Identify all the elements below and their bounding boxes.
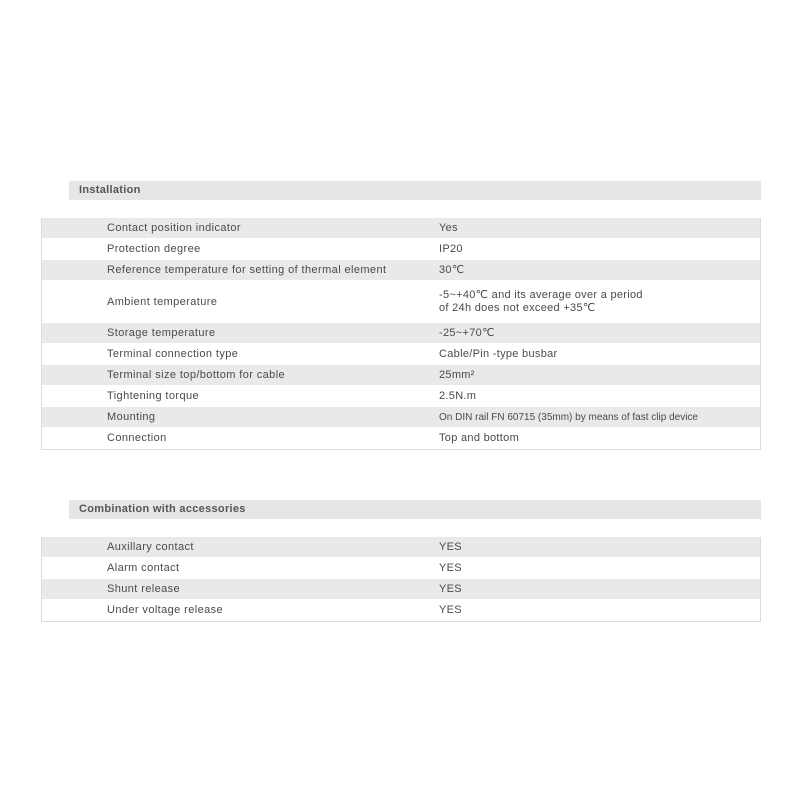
accessories-section-title: Combination with accessories: [69, 500, 761, 519]
spec-label: Alarm contact: [107, 562, 180, 574]
spec-label: Auxillary contact: [107, 541, 194, 553]
spec-label: Under voltage release: [107, 604, 224, 616]
spec-label: Shunt release: [107, 583, 181, 595]
spec-label: Storage temperature: [107, 327, 216, 339]
accessories-spec-table: [41, 537, 761, 622]
table-row: [42, 239, 760, 260]
spec-label: Ambient temperature: [107, 295, 218, 308]
table-row: [42, 281, 760, 323]
spec-value-line: -5~+40℃ and its average over a period: [439, 288, 643, 301]
spec-value: YES: [439, 603, 462, 616]
spec-label: Tightening torque: [107, 390, 200, 402]
table-row: [42, 323, 760, 344]
spec-label: Protection degree: [107, 243, 201, 255]
spec-label: Reference temperature for setting of thermal element: [107, 264, 387, 276]
spec-value: Top and bottom: [439, 431, 520, 444]
table-row: [42, 558, 760, 579]
table-row: [42, 428, 760, 449]
spec-value: 25mm²: [439, 368, 475, 381]
spec-label: Connection: [107, 432, 167, 444]
table-row: [42, 537, 760, 558]
table-row: [42, 344, 760, 365]
installation-spec-table: [41, 218, 761, 450]
spec-value: YES: [439, 561, 462, 574]
spec-value: IP20: [439, 242, 463, 255]
table-row: [42, 365, 760, 386]
table-row: [42, 600, 760, 621]
spec-value: On DIN rail FN 60715 (35mm) by means of fast clip device: [439, 411, 698, 423]
table-row: [42, 407, 760, 428]
table-row: [42, 260, 760, 281]
table-row: [42, 386, 760, 407]
table-row: [42, 218, 760, 239]
spec-value: Cable/Pin -type busbar: [439, 347, 558, 360]
spec-value-line: of 24h does not exceed +35℃: [439, 301, 596, 314]
spec-label: Terminal connection type: [107, 348, 239, 360]
spec-value: 2.5N.m: [439, 389, 477, 402]
spec-label: Mounting: [107, 411, 156, 423]
spec-value: YES: [439, 540, 462, 553]
spec-value: 30℃: [439, 263, 465, 276]
spec-value: Yes: [439, 221, 458, 234]
spec-label: Contact position indicator: [107, 222, 241, 234]
spec-label: Terminal size top/bottom for cable: [107, 369, 286, 381]
spec-value: YES: [439, 582, 462, 595]
spec-value: -25~+70℃: [439, 326, 495, 339]
table-row: [42, 579, 760, 600]
spec-value: [439, 289, 643, 315]
installation-section-title: Installation: [69, 181, 761, 200]
